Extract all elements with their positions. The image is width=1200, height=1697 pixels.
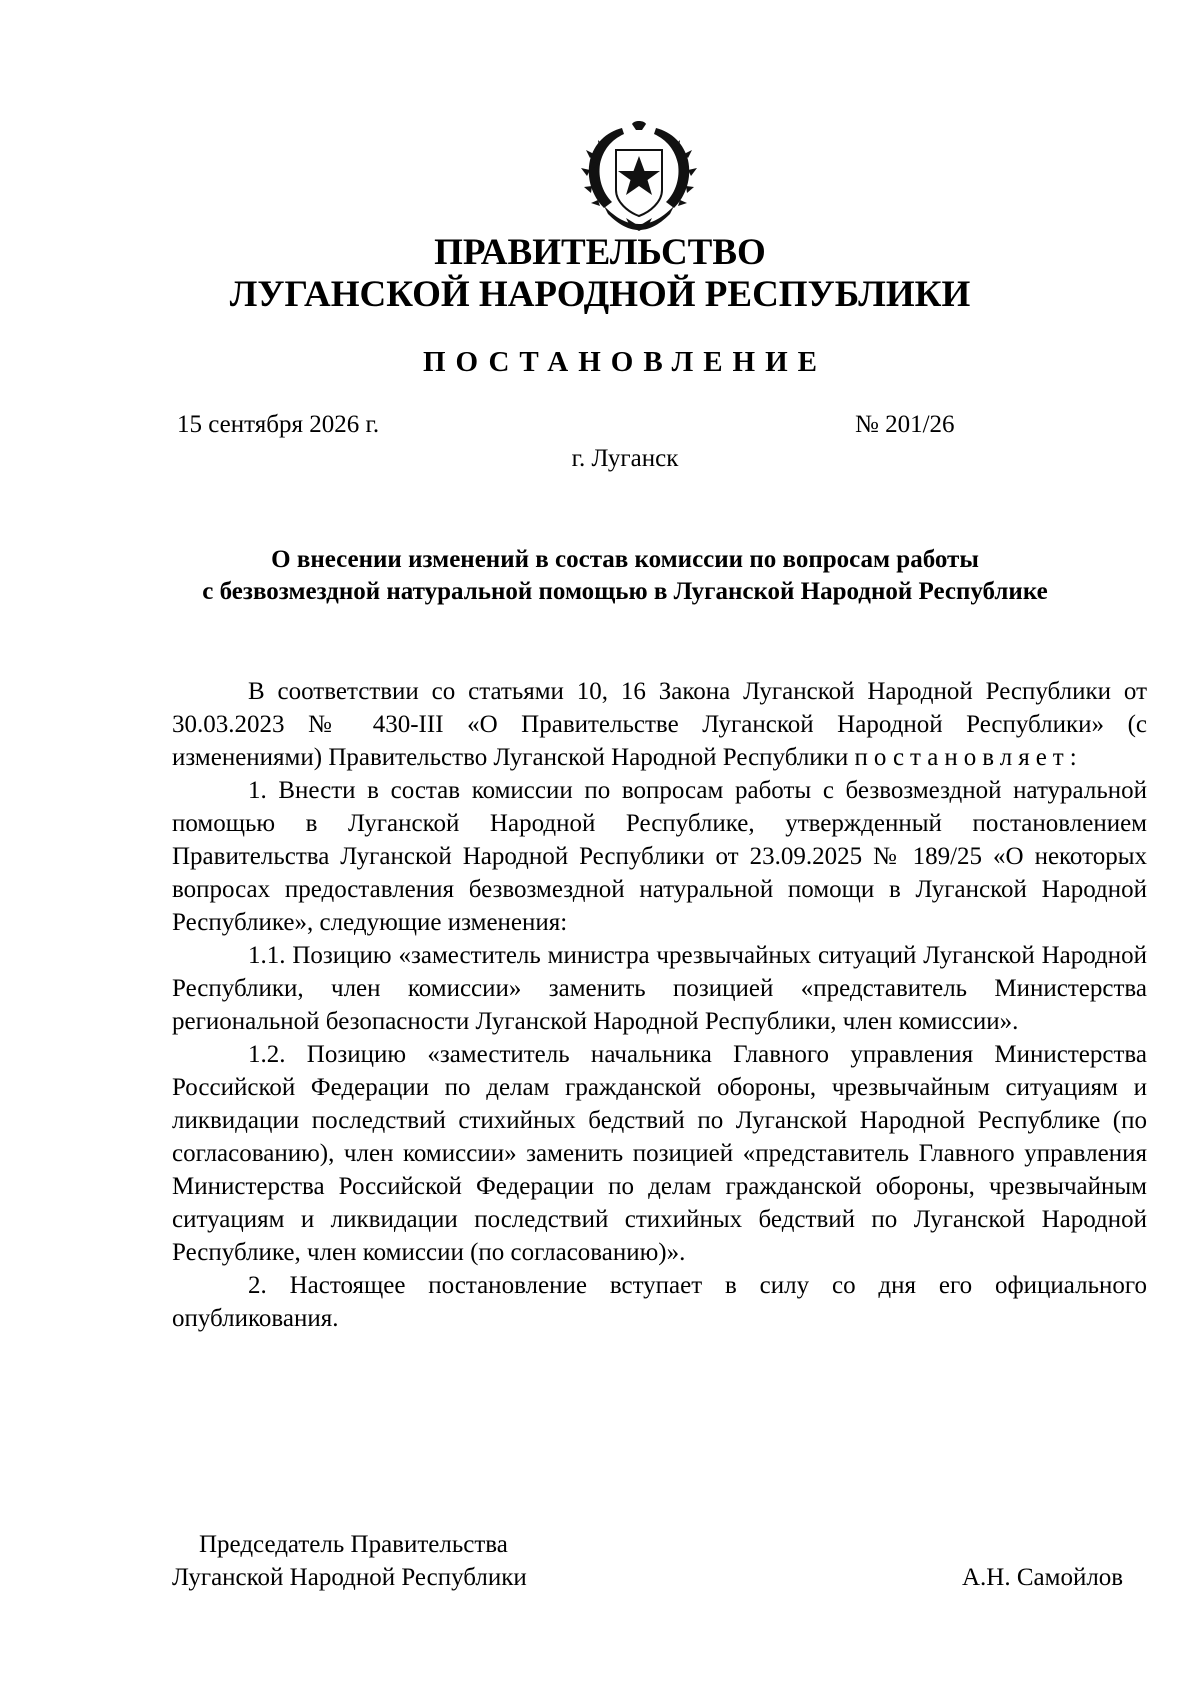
signer-position-line2: Луганской Народной Республики [172, 1564, 527, 1591]
document-body [172, 675, 1147, 1335]
item-1-paragraph: 1. Внести в состав комиссии по вопросам работы с безвозмездной натуральной помощью в Луганской Народной Республике, утвержденный постановлением Правительства Луганской Народной Республики от 23.09.2025 № 189/25 «О некоторых вопросах предоставления безвозмездной натуральной помощи в Луганской Народной Республике», следующие изменения: [172, 777, 1147, 936]
document-number: № 201/26 [855, 411, 955, 438]
decree-word: постановляет: [854, 744, 1083, 771]
item-2-paragraph: 2. Настоящее постановление вступает в силу со дня его официального опубликования. [172, 1272, 1147, 1332]
item-1-2-paragraph: 1.2. Позицию «заместитель начальника Главного управления Министерства Российской Федерации по делам гражданской обороны, чрезвычайным ситуациям и ликвидации последствий стихийных бедствий по Луганской Народной Республике (по согласованию), член комиссии» заменить позицией «представитель Главного управления Министерства Российской Федерации по делам гражданской обороны, чрезвычайным ситуациям и ликвидации последствий стихийных бедствий по Луганской Народной Республике, член комиссии (по согласованию)». [172, 1041, 1147, 1266]
coat-of-arms-star-wreath-icon [578, 120, 700, 232]
preamble-paragraph [172, 675, 1147, 774]
signer-position [172, 1528, 527, 1594]
document-type: ПОСТАНОВЛЕНИЕ [422, 346, 827, 378]
document-subject [150, 544, 1100, 608]
organization-name-line2: ЛУГАНСКОЙ НАРОДНОЙ РЕСПУБЛИКИ [229, 274, 971, 315]
subject-line2: с безвозмездной натуральной помощью в Луганской Народной Республике [202, 578, 1048, 605]
document-city: г. Луганск [571, 445, 679, 472]
item-1-1-paragraph: 1.1. Позицию «заместитель министра чрезвычайных ситуаций Луганской Народной Республики, член комиссии» заменить позицией «представитель Министерства региональной безопасности Луганской Народной Республики, член комиссии». [172, 942, 1147, 1035]
signer-name: А.Н. Самойлов [962, 1564, 1124, 1591]
document-date: 15 сентября 2026 г. [177, 411, 380, 438]
signer-position-line1: Председатель Правительства [199, 1531, 508, 1558]
subject-line1: О внесении изменений в состав комиссии по вопросам работы [271, 546, 979, 573]
organization-name-line1: ПРАВИТЕЛЬСТВО [434, 232, 766, 273]
preamble-text: В соответствии со статьями 10, 16 Закона Луганской Народной Республики от 30.03.2023 № 430-III «О Правительстве Луганской Народной Республики» (с изменениями) Правительство Луганской Народной Республики [172, 678, 1147, 771]
